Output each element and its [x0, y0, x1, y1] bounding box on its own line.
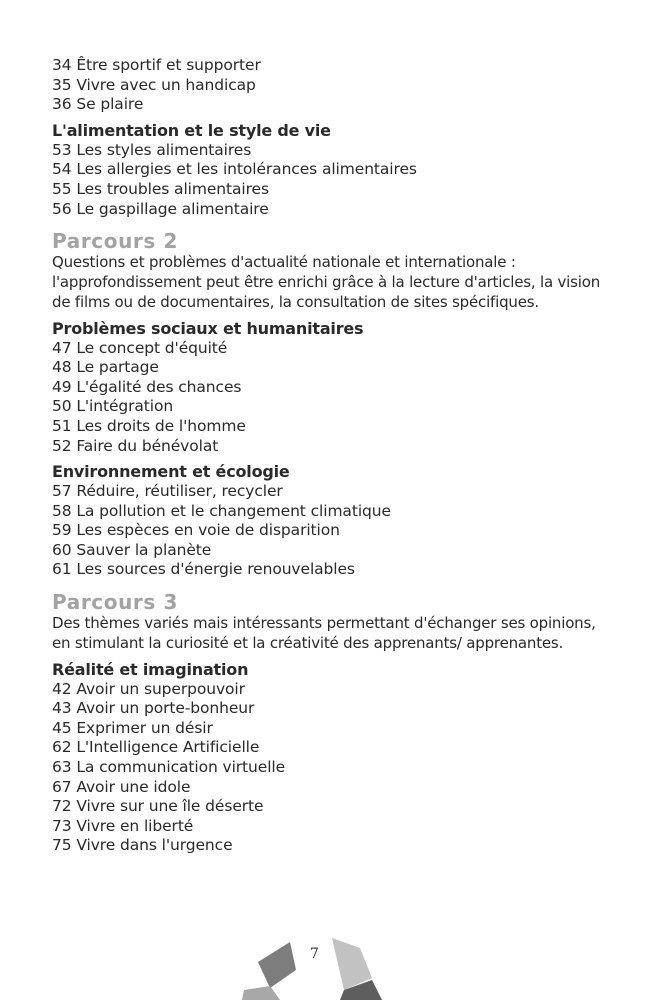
list-item: 36 Se plaire: [52, 95, 144, 114]
list-item: 72 Vivre sur une île déserte: [52, 797, 264, 816]
list-item: 57 Réduire, réutiliser, recycler: [52, 482, 283, 501]
list-item: 62 L'Intelligence Artificielle: [52, 738, 260, 757]
parcours-3-description: Des thèmes variés mais intéressants permettant d'échanger ses opinions, en stimulant la curiosité et la créativité des apprenants/ apprenantes.: [52, 614, 596, 652]
list-alimentation: [52, 141, 612, 219]
list-item: 49 L'égalité des chances: [52, 377, 242, 396]
list-realite: [52, 680, 612, 856]
list-item: 61 Les sources d'énergie renouvelables: [52, 560, 355, 579]
footer-segment-mid: [242, 986, 280, 1000]
list-item: 58 La pollution et le changement climatique: [52, 501, 391, 520]
list-item: 42 Avoir un superpouvoir: [52, 679, 245, 698]
list-item: 50 L'intégration: [52, 397, 174, 416]
list-block1: [52, 56, 612, 115]
section-title-environnement: Environnement et écologie: [52, 462, 290, 482]
parcours-2-description: Questions et problèmes d'actualité nationale et internationale : l'approfondissement peut être enrichi grâce à la lecture d'articles, la vision de films ou de documentaires, la consultation de sites spécifiques.: [52, 253, 601, 311]
list-item: 52 Faire du bénévolat: [52, 436, 219, 455]
list-item: 73 Vivre en liberté: [52, 816, 194, 835]
parcours-3-title: Parcours 3: [52, 590, 178, 615]
list-item: 53 Les styles alimentaires: [52, 140, 252, 159]
section-title-alimentation: L'alimentation et le style de vie: [52, 120, 331, 140]
list-item: 45 Exprimer un désir: [52, 718, 213, 737]
page-content: [52, 56, 612, 856]
list-item: 54 Les allergies et les intolérances alimentaires: [52, 160, 417, 179]
list-item: 56 Le gaspillage alimentaire: [52, 199, 269, 218]
list-item: 63 La communication virtuelle: [52, 758, 286, 777]
section-title-problemes: Problèmes sociaux et humanitaires: [52, 318, 364, 338]
list-item: 75 Vivre dans l'urgence: [52, 836, 233, 855]
list-item: 55 Les troubles alimentaires: [52, 179, 269, 198]
list-item: 35 Vivre avec un handicap: [52, 75, 256, 94]
list-environnement: [52, 482, 612, 580]
parcours-2-title: Parcours 2: [52, 229, 178, 254]
list-item: 43 Avoir un porte-bonheur: [52, 699, 255, 718]
list-problemes: [52, 339, 612, 457]
section-title-realite: Réalité et imagination: [52, 659, 249, 679]
footer-segment-dark: [258, 942, 296, 988]
list-item: 34 Être sportif et supporter: [52, 56, 261, 74]
footer-decoration: [0, 930, 665, 1000]
list-item: 47 Le concept d'équité: [52, 338, 228, 357]
list-item: 48 Le partage: [52, 358, 159, 377]
list-item: 59 Les espèces en voie de disparition: [52, 521, 340, 540]
list-item: 60 Sauver la planète: [52, 540, 212, 559]
page-number: 7: [310, 946, 319, 962]
list-item: 51 Les droits de l'homme: [52, 416, 246, 435]
list-item: 67 Avoir une idole: [52, 777, 191, 796]
